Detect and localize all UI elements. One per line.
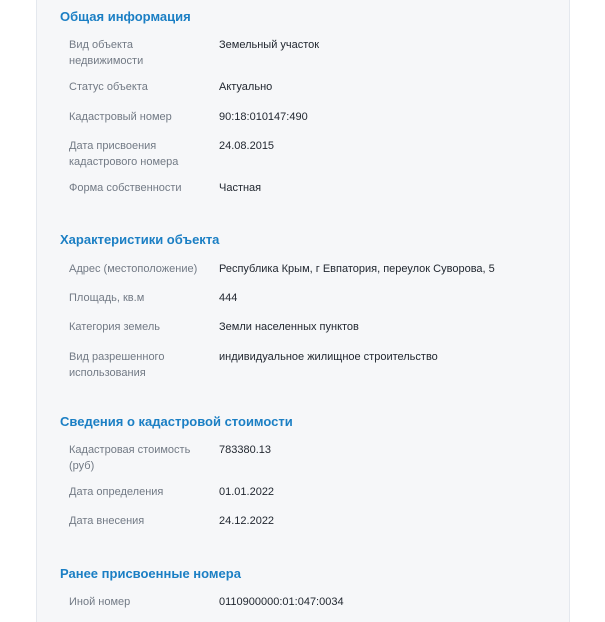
row-value: 24.12.2022 xyxy=(219,515,275,527)
section-title-cadastral-value: Сведения о кадастровой стоимости xyxy=(60,414,293,429)
row-label: Форма собственности xyxy=(69,182,182,194)
row-label: Кадастровая стоимость (руб) xyxy=(69,444,191,472)
row-label: Вид объекта недвижимости xyxy=(69,39,144,67)
row-value: 783380.13 xyxy=(219,444,271,456)
row-value: индивидуальное жилищное строительство xyxy=(219,351,438,363)
row-label: Адрес (местоположение) xyxy=(69,263,198,275)
row-value: 444 xyxy=(219,292,238,304)
row-value: Частная xyxy=(219,182,262,194)
row-label: Дата присвоения кадастрового номера xyxy=(69,140,179,168)
row-label: Дата внесения xyxy=(69,515,145,527)
row-value: Республика Крым, г Евпатория, переулок Суворова, 5 xyxy=(219,263,495,275)
row-label: Кадастровый номер xyxy=(69,111,172,123)
section-title-characteristics: Характеристики объекта xyxy=(60,232,220,247)
row-value: 24.08.2015 xyxy=(219,140,275,152)
row-value: Актуально xyxy=(219,81,273,93)
row-value: Земли населенных пунктов xyxy=(219,321,359,333)
row-value: Земельный участок xyxy=(219,39,320,51)
row-value: 01.01.2022 xyxy=(219,486,275,498)
row-label: Статус объекта xyxy=(69,81,148,93)
row-label: Иной номер xyxy=(69,596,131,608)
row-label: Вид разрешенного использования xyxy=(69,351,165,379)
row-label: Дата определения xyxy=(69,486,164,498)
row-value: 90:18:010147:490 xyxy=(219,111,308,123)
row-label: Категория земель xyxy=(69,321,160,333)
object-info-panel xyxy=(36,0,570,622)
section-title-previous-numbers: Ранее присвоенные номера xyxy=(60,566,241,581)
row-label: Площадь, кв.м xyxy=(69,292,145,304)
row-value: 0110900000:01:047:0034 xyxy=(219,596,344,608)
section-title-general-info: Общая информация xyxy=(60,9,191,24)
